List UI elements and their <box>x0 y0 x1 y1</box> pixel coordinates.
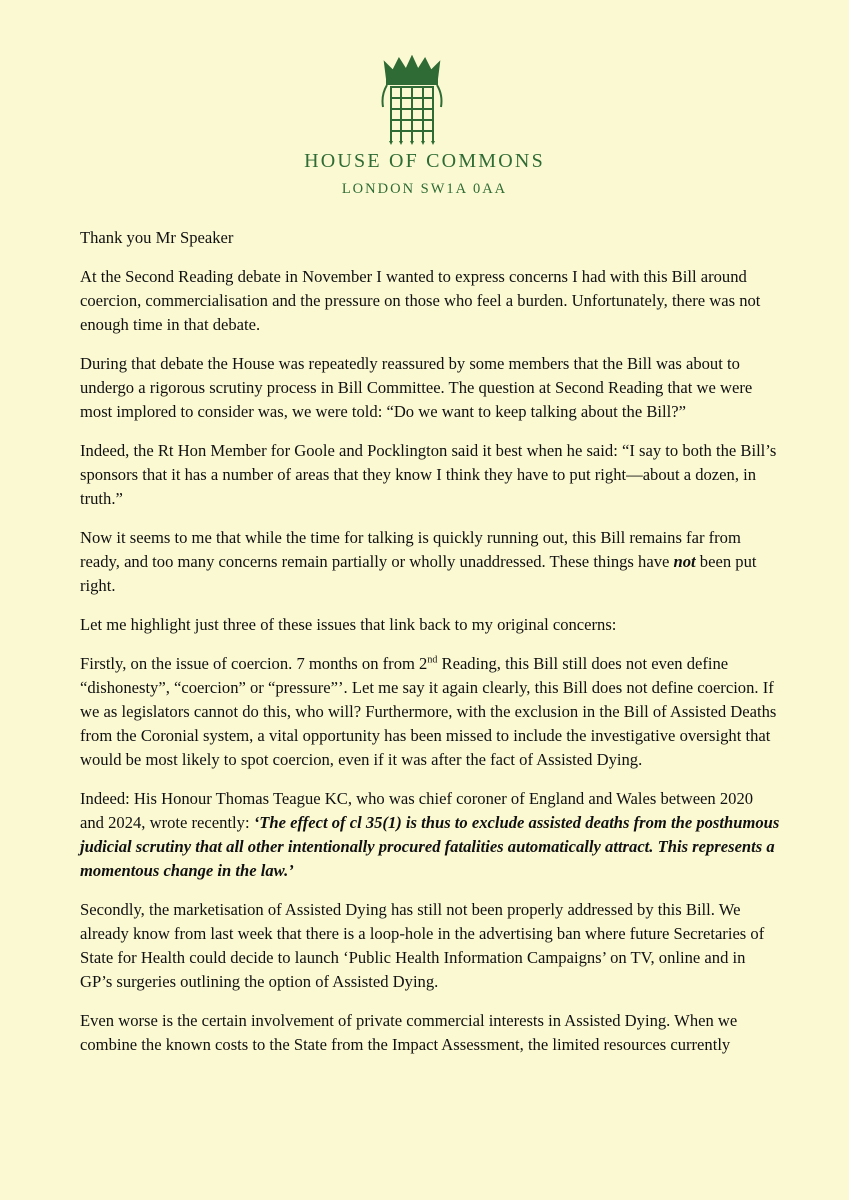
salutation: Thank you Mr Speaker <box>80 228 234 247</box>
paragraph-6-text: Firstly, on the issue of coercion. 7 months on from 2 <box>80 654 428 673</box>
letterhead-title: HOUSE OF COMMONS <box>304 150 545 172</box>
paragraph-4 <box>80 526 780 598</box>
letter-body <box>80 226 780 1072</box>
paragraph-5: Let me highlight just three of these issues that link back to my original concerns: <box>80 615 617 634</box>
letterhead-address: LONDON SW1A 0AA <box>341 181 508 197</box>
portcullis-crest-icon <box>379 55 445 145</box>
paragraph-4-text: Now it seems to me that while the time for talking is quickly running out, this Bill remains far from ready, and too many concerns remain partially or wholly unaddressed. These things have <box>80 528 741 571</box>
coroner-quote: ‘The effect of cl 35(1) is thus to exclude assisted deaths from the posthumous judicial scrutiny that all other intentionally procured fatalities automatically attract. This represents a momentous change in the law.’ <box>80 813 780 880</box>
ordinal-suffix: nd <box>427 654 438 666</box>
paragraph-7-text: Indeed: His Honour Thomas Teague KC, who was chief coroner of England and Wales between 2020 and 2024, wrote recently: <box>80 789 754 832</box>
paragraph-6 <box>80 652 780 772</box>
paragraph-1: At the Second Reading debate in November I wanted to express concerns I had with this Bill around coercion, commercialisation and the pressure on those who feel a burden. Unfortunately, there was not enough time in that debate. <box>80 267 761 334</box>
paragraph-6-end: Reading, this Bill still does not even define “dishonesty”, “coercion” or “pressure”’. Let me say it again clearly, this Bill does not define coercion. If we as legislators cannot do this, who will? Furthermore, with the exclusion in the Bill of Assisted Deaths from the Coronial system, a vital opportunity has been missed to include the investigative oversight that would be most likely to spot coercion, even if it was after the fact of Assisted Dying. <box>80 654 777 769</box>
paragraph-3: Indeed, the Rt Hon Member for Goole and Pocklington said it best when he said: “I say to both the Bill’s sponsors that it has a number of areas that they know I think they have to put right—about a dozen, in truth.” <box>80 441 777 508</box>
paragraph-7 <box>80 787 780 883</box>
paragraph-4-end: been put right. <box>80 552 757 595</box>
paragraph-9: Even worse is the certain involvement of private commercial interests in Assisted Dying. When we combine the known costs to the State from the Impact Assessment, the limited resources currently <box>80 1011 738 1054</box>
emphasis-not: not <box>673 552 696 571</box>
paragraph-2: During that debate the House was repeatedly reassured by some members that the Bill was about to undergo a rigorous scrutiny process in Bill Committee. The question at Second Reading that we were most implored to consider was, we were told: “Do we want to keep talking about the Bill?” <box>80 354 753 421</box>
paragraph-8: Secondly, the marketisation of Assisted Dying has still not been properly addressed by this Bill. We already know from last week that there is a loop-hole in the advertising ban where future Secretaries of State for Health could decide to launch ‘Public Health Information Campaigns’ on TV, online and in GP’s surgeries outlining the option of Assisted Dying. <box>80 900 765 991</box>
